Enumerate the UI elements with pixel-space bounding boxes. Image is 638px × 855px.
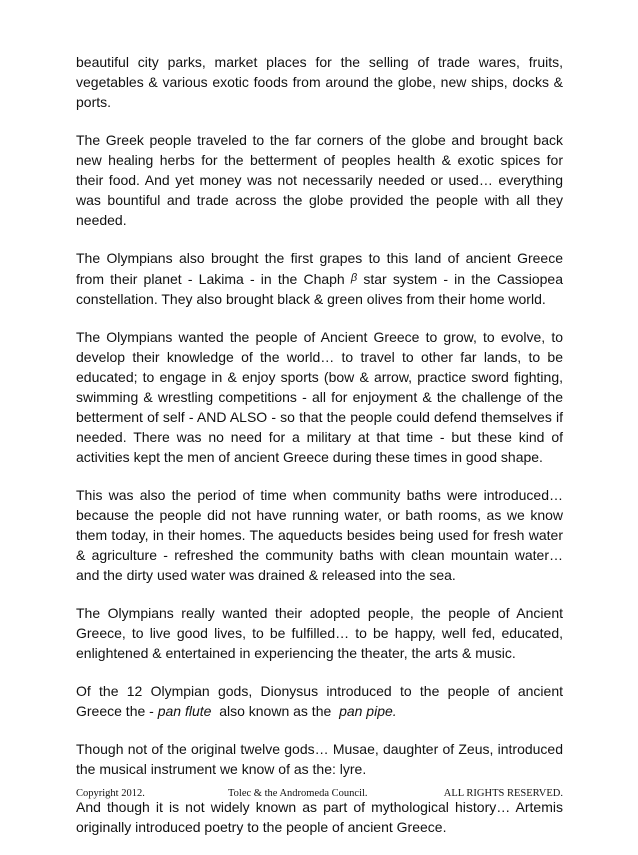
body-text [76, 52, 563, 855]
grapes-text-after: star system - in the Cassiopea constellation. They also brought black & green olives from their home world. [76, 271, 563, 307]
paragraph-city-parks: beautiful city parks, market places for the selling of trade wares, fruits, vegetables & various exotic foods from around the globe, new ships, docks & ports. [76, 54, 563, 110]
pan-pipe-term: pan pipe. [339, 703, 397, 719]
paragraph-greek-travel: The Greek people traveled to the far corners of the globe and brought back new healing herbs for the betterment of peoples health & exotic spices for their food. And yet money was not necessarily needed or used… everything was bountiful and trade across the globe provided the people with all they needed. [76, 132, 563, 228]
paragraph-artemis: And though it is not widely known as part of mythological history… Artemis originally introduced poetry to the people of ancient Greece. [76, 799, 563, 835]
pan-flute-term: pan flute [157, 703, 212, 719]
grapes-text-before: The Olympians also brought the first grapes to this land of ancient Greece from their planet - Lakima - in the Chaph [76, 250, 563, 287]
paragraph-olympians-wanted: The Olympians wanted the people of Ancient Greece to grow, to evolve, to develop their knowledge of the world… to travel to other far lands, to be educated; to engage in & enjoy sports (bow & arrow, practice sword fighting, swimming & wrestling competitions - all for enjoyment & the challenge of the betterment of self - AND ALSO - so that the people could defend themselves if needed. There was no need for a military at that time - but these kind of activities kept the men of ancient Greece during these times in good shape. [76, 329, 563, 465]
footer-copyright: Copyright 2012. [76, 788, 145, 799]
dionysus-lead: Of the 12 Olympian gods, Dionysus introduced to the people of ancient Greece the - [76, 683, 563, 719]
paragraph-dionysus [76, 681, 563, 721]
dionysus-middle: also known as the [211, 703, 340, 719]
paragraph-good-lives: The Olympians really wanted their adopted people, the people of Ancient Greece, to live good lives, to be fulfilled… to be happy, well fed, educated, enlightened & entertained in experiencing the theater, the arts & music. [76, 605, 563, 661]
beta-symbol: β [350, 272, 358, 284]
footer-author: Tolec & the Andromeda Council. [228, 788, 368, 799]
page-footer [76, 788, 563, 804]
paragraph-community-baths: This was also the period of time when community baths were introduced… because the people did not have running water, or bath rooms, as we know them today, in their homes. The aqueducts besides being used for fresh water & agriculture - refreshed the community baths with clean mountain water… and the dirty used water was drained & released into the sea. [76, 487, 563, 583]
paragraph-musae: Though not of the original twelve gods… Musae, daughter of Zeus, introduced the musical instrument we know of as the: lyre. [76, 741, 563, 777]
footer-rights: ALL RIGHTS RESERVED. [443, 788, 563, 799]
paragraph-grapes [76, 248, 563, 309]
